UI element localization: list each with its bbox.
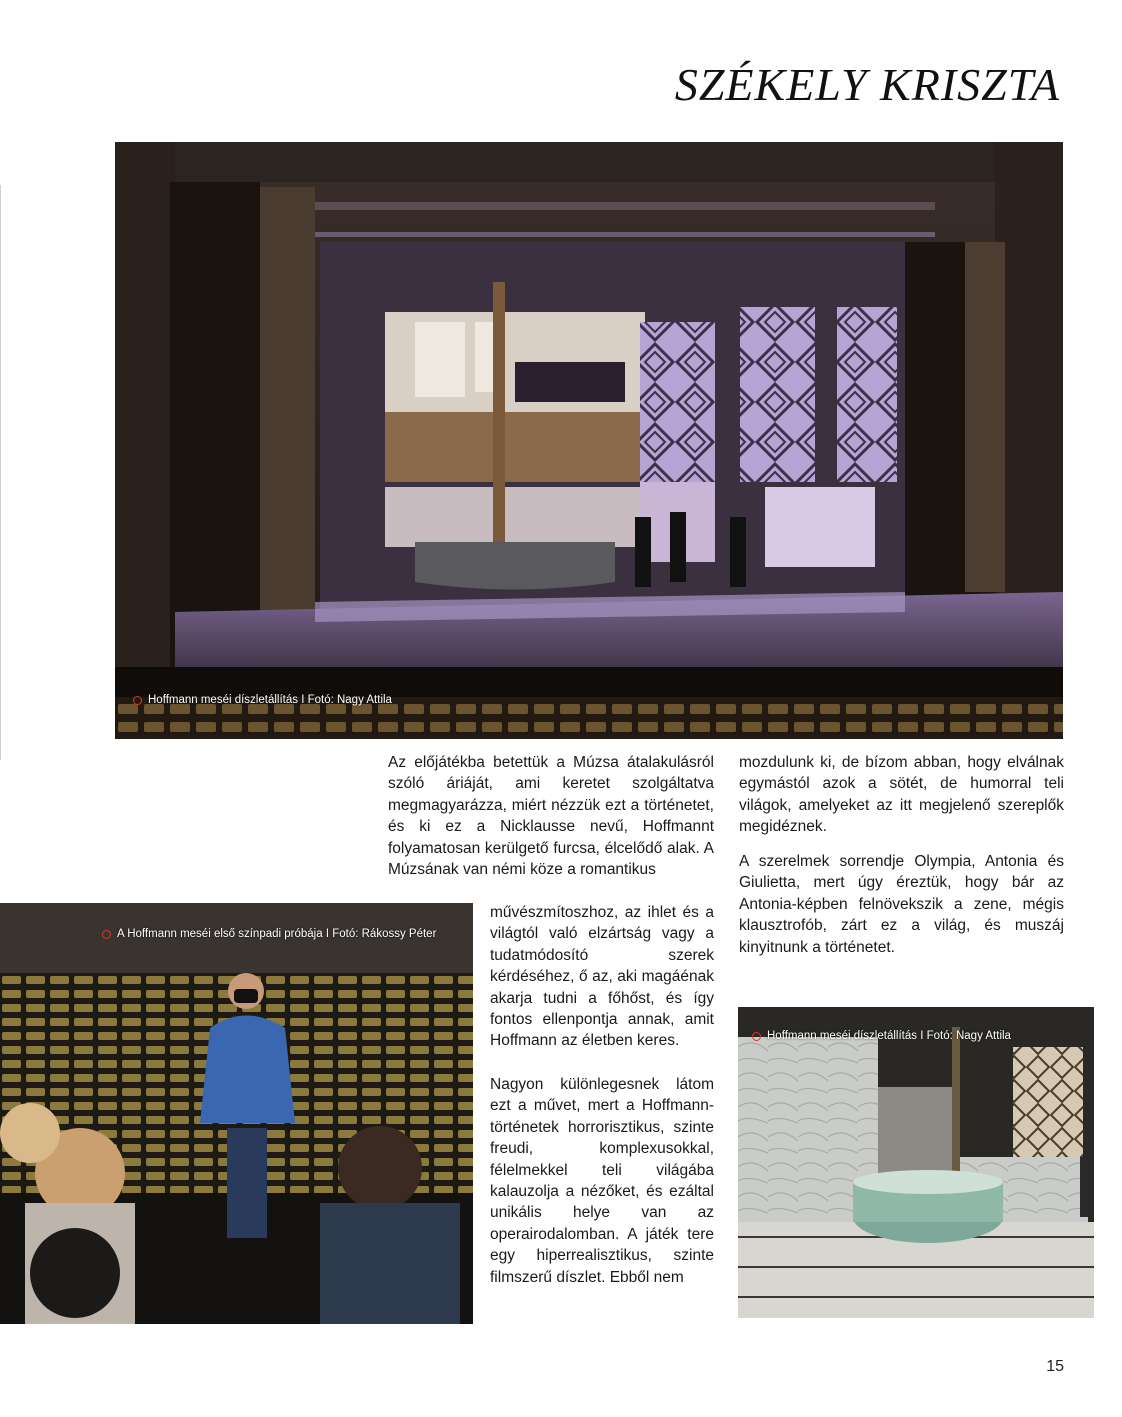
rehearsal-photo [0,903,473,1324]
col1-paragraph-2: Nagyon különlegesnek látom ezt a művet, mert a Hoffmann-történetek horrorisztikus, szinte freudi, komplexusokkal, félelmekkel teli világába kalauzolja a nézőket, és ezáltal unikális helye van az operairodalomban. A játék tere egy hiperrealisztikus, szinte filmszerű díszlet. Ebből nem [490,1076,714,1286]
rehearsal-illustration [0,903,473,1324]
col2-paragraph-2: A szerelmek sorrendje Olympia, Antonia és Giulietta, mert úgy éreztük, hogy bár az Antonia-képben felnövekszik a zene, mégis klausztrofób, zárt ez a világ, és muszáj kinyitnunk a történetet. [739,853,1064,956]
bar-set-caption [752,1030,1011,1042]
col2-paragraph-1: mozdulunk ki, de bízom abban, hogy elválnak egymástól azok a sötét, de humorral teli világok, amelyeket az itt megjelenő szereplők megidéznek. [739,754,1064,836]
page-number: 15 [1046,1358,1064,1375]
stage-set-caption-text: Hoffmann meséi díszletállítás I Fotó: Nagy Attila [148,694,392,706]
bar-set-illustration [738,1007,1094,1318]
author-name: SZÉKELY KRISZTA [674,59,1060,110]
stage-set-photo [115,142,1063,739]
bar-set-caption-text: Hoffmann meséi díszletállítás I Fotó: Nagy Attila [767,1030,1011,1042]
caption-ring-icon [133,696,142,705]
caption-ring-icon [102,930,111,939]
rehearsal-caption [102,928,436,940]
stage-set-caption [133,694,392,706]
stage-set-illustration [115,142,1063,739]
col1-paragraph-bottom: művészmítoszhoz, az ihlet és a világtól való elzártság vagy a tudatmódosító szerek kérdéséhez, ő az, aki magáénak akarja tudni a főhőst, és így fontos ellenpontja annak, amit Hoffmann az életben keres. [490,904,714,1050]
caption-ring-icon [752,1032,761,1041]
col1-paragraph-top: Az előjátékba betettük a Múzsa átalakulásról szóló áriáját, ami keretet szolgáltatva megmagyarázza, miért nézzük ezt a történetet, és ki ez a Nicklausse nevű, Hoffmannt folyamatosan kerülgető furcsa, élcelődő alak. A Múzsának van némi köze a romantikus [388,754,714,879]
side-rule [0,185,1,760]
bar-set-photo [738,1007,1094,1318]
rehearsal-caption-text: A Hoffmann meséi első színpadi próbája I Fotó: Rákossy Péter [117,928,437,940]
